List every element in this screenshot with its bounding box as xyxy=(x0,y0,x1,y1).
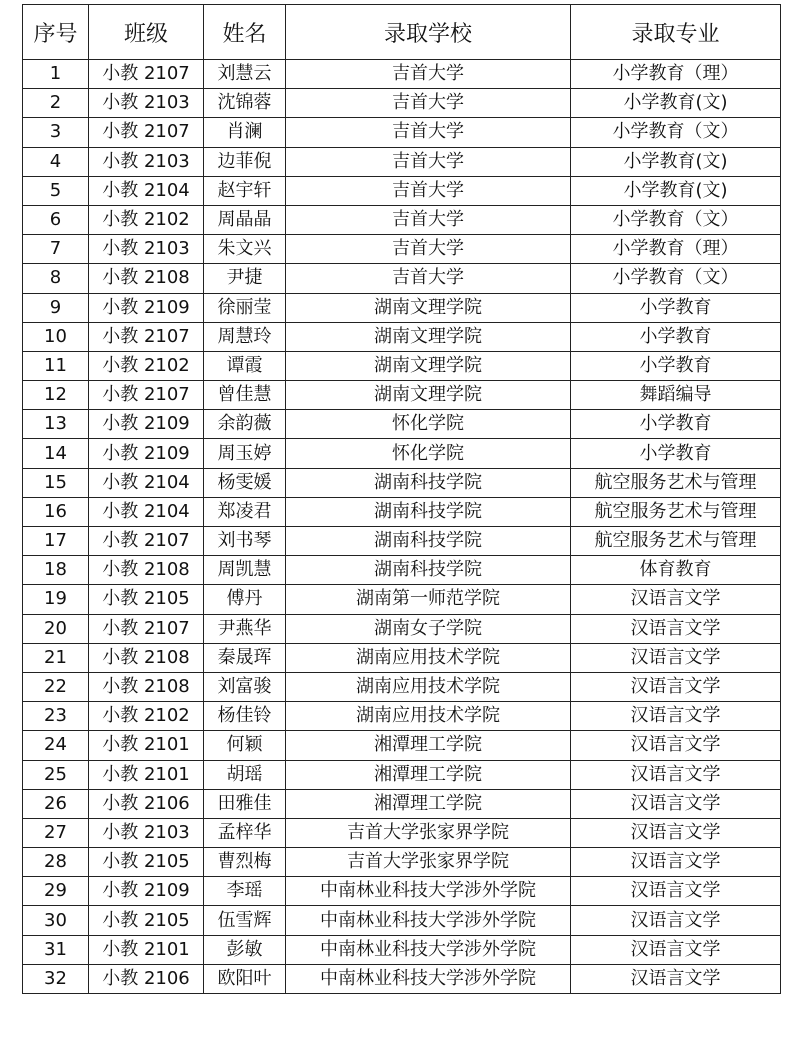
table-row xyxy=(23,497,781,526)
cell-serial-number: 11 xyxy=(23,351,89,380)
cell-serial-number: 2 xyxy=(23,89,89,118)
cell-admitted-school: 中南林业科技大学涉外学院 xyxy=(286,877,571,906)
cell-admitted-school: 湖南应用技术学院 xyxy=(286,702,571,731)
cell-admitted-major: 汉语言文学 xyxy=(571,935,781,964)
cell-class: 小教 2102 xyxy=(89,351,204,380)
cell-serial-number: 28 xyxy=(23,848,89,877)
cell-admitted-major: 汉语言文学 xyxy=(571,731,781,760)
cell-admitted-major: 小学教育 xyxy=(571,410,781,439)
table-row xyxy=(23,527,781,556)
cell-class: 小教 2107 xyxy=(89,614,204,643)
cell-admitted-major: 汉语言文学 xyxy=(571,702,781,731)
cell-serial-number: 29 xyxy=(23,877,89,906)
cell-admitted-school: 吉首大学 xyxy=(286,60,571,89)
table-row xyxy=(23,293,781,322)
table-row xyxy=(23,906,781,935)
cell-admitted-major: 舞蹈编导 xyxy=(571,381,781,410)
cell-name: 田雅佳 xyxy=(204,789,286,818)
table-body xyxy=(23,60,781,994)
cell-serial-number: 21 xyxy=(23,643,89,672)
table-row xyxy=(23,439,781,468)
table-row xyxy=(23,264,781,293)
cell-admitted-major: 小学教育 xyxy=(571,322,781,351)
cell-serial-number: 25 xyxy=(23,760,89,789)
cell-name: 尹燕华 xyxy=(204,614,286,643)
cell-name: 周玉婷 xyxy=(204,439,286,468)
cell-admitted-major: 小学教育（文） xyxy=(571,264,781,293)
table-row xyxy=(23,818,781,847)
cell-admitted-major: 小学教育（文） xyxy=(571,118,781,147)
cell-class: 小教 2103 xyxy=(89,147,204,176)
cell-admitted-major: 汉语言文学 xyxy=(571,906,781,935)
table-row xyxy=(23,322,781,351)
cell-admitted-school: 湖南应用技术学院 xyxy=(286,643,571,672)
cell-admitted-school: 湖南科技学院 xyxy=(286,527,571,556)
cell-admitted-school: 吉首大学 xyxy=(286,147,571,176)
cell-admitted-major: 航空服务艺术与管理 xyxy=(571,527,781,556)
cell-name: 伍雪辉 xyxy=(204,906,286,935)
cell-serial-number: 19 xyxy=(23,585,89,614)
cell-admitted-school: 湖南女子学院 xyxy=(286,614,571,643)
table-row xyxy=(23,60,781,89)
cell-class: 小教 2102 xyxy=(89,205,204,234)
table-row xyxy=(23,760,781,789)
table-row xyxy=(23,672,781,701)
cell-name: 周慧玲 xyxy=(204,322,286,351)
table-row xyxy=(23,585,781,614)
cell-class: 小教 2103 xyxy=(89,818,204,847)
cell-name: 朱文兴 xyxy=(204,235,286,264)
cell-admitted-school: 湖南应用技术学院 xyxy=(286,672,571,701)
cell-serial-number: 23 xyxy=(23,702,89,731)
cell-name: 刘慧云 xyxy=(204,60,286,89)
cell-admitted-major: 汉语言文学 xyxy=(571,672,781,701)
cell-class: 小教 2101 xyxy=(89,760,204,789)
cell-class: 小教 2107 xyxy=(89,118,204,147)
cell-admitted-school: 湖南文理学院 xyxy=(286,351,571,380)
cell-name: 曾佳慧 xyxy=(204,381,286,410)
cell-admitted-school: 吉首大学 xyxy=(286,264,571,293)
cell-class: 小教 2106 xyxy=(89,964,204,993)
cell-name: 刘书琴 xyxy=(204,527,286,556)
cell-class: 小教 2104 xyxy=(89,176,204,205)
cell-name: 欧阳叶 xyxy=(204,964,286,993)
cell-admitted-school: 吉首大学张家界学院 xyxy=(286,848,571,877)
header-admitted-major: 录取专业 xyxy=(571,5,781,60)
table-row xyxy=(23,964,781,993)
cell-admitted-school: 湖南科技学院 xyxy=(286,468,571,497)
cell-serial-number: 26 xyxy=(23,789,89,818)
cell-admitted-school: 湘潭理工学院 xyxy=(286,760,571,789)
cell-admitted-major: 小学教育(文) xyxy=(571,176,781,205)
cell-admitted-major: 汉语言文学 xyxy=(571,818,781,847)
cell-name: 边菲倪 xyxy=(204,147,286,176)
cell-admitted-school: 吉首大学 xyxy=(286,205,571,234)
cell-admitted-major: 汉语言文学 xyxy=(571,585,781,614)
cell-serial-number: 5 xyxy=(23,176,89,205)
cell-admitted-school: 湖南文理学院 xyxy=(286,293,571,322)
cell-name: 李瑶 xyxy=(204,877,286,906)
cell-class: 小教 2104 xyxy=(89,497,204,526)
cell-admitted-school: 湘潭理工学院 xyxy=(286,731,571,760)
cell-serial-number: 9 xyxy=(23,293,89,322)
cell-admitted-school: 吉首大学 xyxy=(286,176,571,205)
cell-admitted-major: 航空服务艺术与管理 xyxy=(571,468,781,497)
cell-class: 小教 2103 xyxy=(89,235,204,264)
cell-admitted-major: 汉语言文学 xyxy=(571,643,781,672)
cell-serial-number: 7 xyxy=(23,235,89,264)
cell-admitted-school: 中南林业科技大学涉外学院 xyxy=(286,964,571,993)
cell-class: 小教 2109 xyxy=(89,439,204,468)
cell-name: 杨佳铃 xyxy=(204,702,286,731)
cell-admitted-school: 中南林业科技大学涉外学院 xyxy=(286,906,571,935)
cell-admitted-school: 怀化学院 xyxy=(286,410,571,439)
cell-serial-number: 10 xyxy=(23,322,89,351)
table-row xyxy=(23,702,781,731)
cell-admitted-school: 中南林业科技大学涉外学院 xyxy=(286,935,571,964)
cell-class: 小教 2101 xyxy=(89,731,204,760)
cell-admitted-major: 汉语言文学 xyxy=(571,877,781,906)
cell-serial-number: 24 xyxy=(23,731,89,760)
cell-serial-number: 14 xyxy=(23,439,89,468)
cell-serial-number: 18 xyxy=(23,556,89,585)
cell-class: 小教 2106 xyxy=(89,789,204,818)
table-row xyxy=(23,118,781,147)
cell-admitted-major: 航空服务艺术与管理 xyxy=(571,497,781,526)
cell-admitted-school: 吉首大学 xyxy=(286,89,571,118)
table-header xyxy=(23,5,781,60)
cell-admitted-major: 小学教育（理） xyxy=(571,60,781,89)
cell-class: 小教 2108 xyxy=(89,672,204,701)
cell-class: 小教 2102 xyxy=(89,702,204,731)
cell-admitted-major: 汉语言文学 xyxy=(571,964,781,993)
table-row xyxy=(23,147,781,176)
cell-serial-number: 8 xyxy=(23,264,89,293)
cell-admitted-school: 湖南第一师范学院 xyxy=(286,585,571,614)
admission-table xyxy=(22,4,781,994)
table-row xyxy=(23,556,781,585)
cell-admitted-school: 怀化学院 xyxy=(286,439,571,468)
table-row xyxy=(23,877,781,906)
cell-class: 小教 2107 xyxy=(89,322,204,351)
cell-admitted-major: 汉语言文学 xyxy=(571,614,781,643)
cell-name: 尹捷 xyxy=(204,264,286,293)
cell-admitted-major: 小学教育(文) xyxy=(571,89,781,118)
cell-serial-number: 32 xyxy=(23,964,89,993)
cell-serial-number: 31 xyxy=(23,935,89,964)
cell-admitted-major: 汉语言文学 xyxy=(571,789,781,818)
cell-name: 余韵薇 xyxy=(204,410,286,439)
cell-serial-number: 13 xyxy=(23,410,89,439)
cell-name: 胡瑶 xyxy=(204,760,286,789)
cell-name: 肖澜 xyxy=(204,118,286,147)
cell-serial-number: 4 xyxy=(23,147,89,176)
table-row xyxy=(23,381,781,410)
cell-admitted-major: 体育教育 xyxy=(571,556,781,585)
cell-class: 小教 2101 xyxy=(89,935,204,964)
cell-serial-number: 30 xyxy=(23,906,89,935)
table-row xyxy=(23,848,781,877)
cell-serial-number: 1 xyxy=(23,60,89,89)
cell-admitted-school: 湘潭理工学院 xyxy=(286,789,571,818)
cell-serial-number: 6 xyxy=(23,205,89,234)
header-serial-number: 序号 xyxy=(23,5,89,60)
cell-class: 小教 2105 xyxy=(89,848,204,877)
cell-class: 小教 2108 xyxy=(89,643,204,672)
cell-serial-number: 16 xyxy=(23,497,89,526)
table-row xyxy=(23,614,781,643)
table-row xyxy=(23,351,781,380)
cell-name: 孟梓华 xyxy=(204,818,286,847)
header-row xyxy=(23,5,781,60)
cell-name: 傅丹 xyxy=(204,585,286,614)
cell-name: 谭霞 xyxy=(204,351,286,380)
cell-serial-number: 3 xyxy=(23,118,89,147)
cell-admitted-major: 小学教育 xyxy=(571,439,781,468)
cell-name: 徐丽莹 xyxy=(204,293,286,322)
cell-serial-number: 20 xyxy=(23,614,89,643)
cell-admitted-major: 小学教育（文） xyxy=(571,205,781,234)
cell-admitted-major: 汉语言文学 xyxy=(571,760,781,789)
cell-class: 小教 2108 xyxy=(89,556,204,585)
cell-class: 小教 2109 xyxy=(89,410,204,439)
cell-class: 小教 2104 xyxy=(89,468,204,497)
cell-serial-number: 12 xyxy=(23,381,89,410)
header-name: 姓名 xyxy=(204,5,286,60)
cell-admitted-school: 湖南文理学院 xyxy=(286,322,571,351)
table-row xyxy=(23,789,781,818)
cell-admitted-major: 小学教育 xyxy=(571,351,781,380)
cell-serial-number: 22 xyxy=(23,672,89,701)
table-row xyxy=(23,643,781,672)
cell-admitted-school: 湖南文理学院 xyxy=(286,381,571,410)
cell-class: 小教 2109 xyxy=(89,293,204,322)
cell-class: 小教 2105 xyxy=(89,585,204,614)
table-row xyxy=(23,410,781,439)
cell-name: 彭敏 xyxy=(204,935,286,964)
cell-name: 周晶晶 xyxy=(204,205,286,234)
cell-admitted-major: 小学教育（理） xyxy=(571,235,781,264)
cell-admitted-major: 小学教育(文) xyxy=(571,147,781,176)
cell-serial-number: 17 xyxy=(23,527,89,556)
cell-class: 小教 2107 xyxy=(89,60,204,89)
cell-admitted-school: 吉首大学 xyxy=(286,118,571,147)
cell-admitted-major: 汉语言文学 xyxy=(571,848,781,877)
header-admitted-school: 录取学校 xyxy=(286,5,571,60)
cell-name: 刘富骏 xyxy=(204,672,286,701)
table-row xyxy=(23,205,781,234)
cell-admitted-school: 吉首大学张家界学院 xyxy=(286,818,571,847)
cell-admitted-school: 湖南科技学院 xyxy=(286,556,571,585)
cell-name: 杨雯媛 xyxy=(204,468,286,497)
table-row xyxy=(23,731,781,760)
cell-name: 何颖 xyxy=(204,731,286,760)
cell-class: 小教 2107 xyxy=(89,527,204,556)
header-class: 班级 xyxy=(89,5,204,60)
cell-serial-number: 15 xyxy=(23,468,89,497)
cell-name: 秦晟珲 xyxy=(204,643,286,672)
cell-class: 小教 2107 xyxy=(89,381,204,410)
table-row xyxy=(23,176,781,205)
table-row xyxy=(23,935,781,964)
cell-class: 小教 2109 xyxy=(89,877,204,906)
cell-admitted-school: 吉首大学 xyxy=(286,235,571,264)
table-row xyxy=(23,235,781,264)
cell-name: 郑凌君 xyxy=(204,497,286,526)
cell-name: 曹烈梅 xyxy=(204,848,286,877)
cell-class: 小教 2103 xyxy=(89,89,204,118)
table-row xyxy=(23,468,781,497)
cell-name: 赵宇轩 xyxy=(204,176,286,205)
cell-admitted-major: 小学教育 xyxy=(571,293,781,322)
cell-class: 小教 2108 xyxy=(89,264,204,293)
cell-name: 周凯慧 xyxy=(204,556,286,585)
cell-name: 沈锦蓉 xyxy=(204,89,286,118)
cell-serial-number: 27 xyxy=(23,818,89,847)
table-row xyxy=(23,89,781,118)
cell-class: 小教 2105 xyxy=(89,906,204,935)
cell-admitted-school: 湖南科技学院 xyxy=(286,497,571,526)
